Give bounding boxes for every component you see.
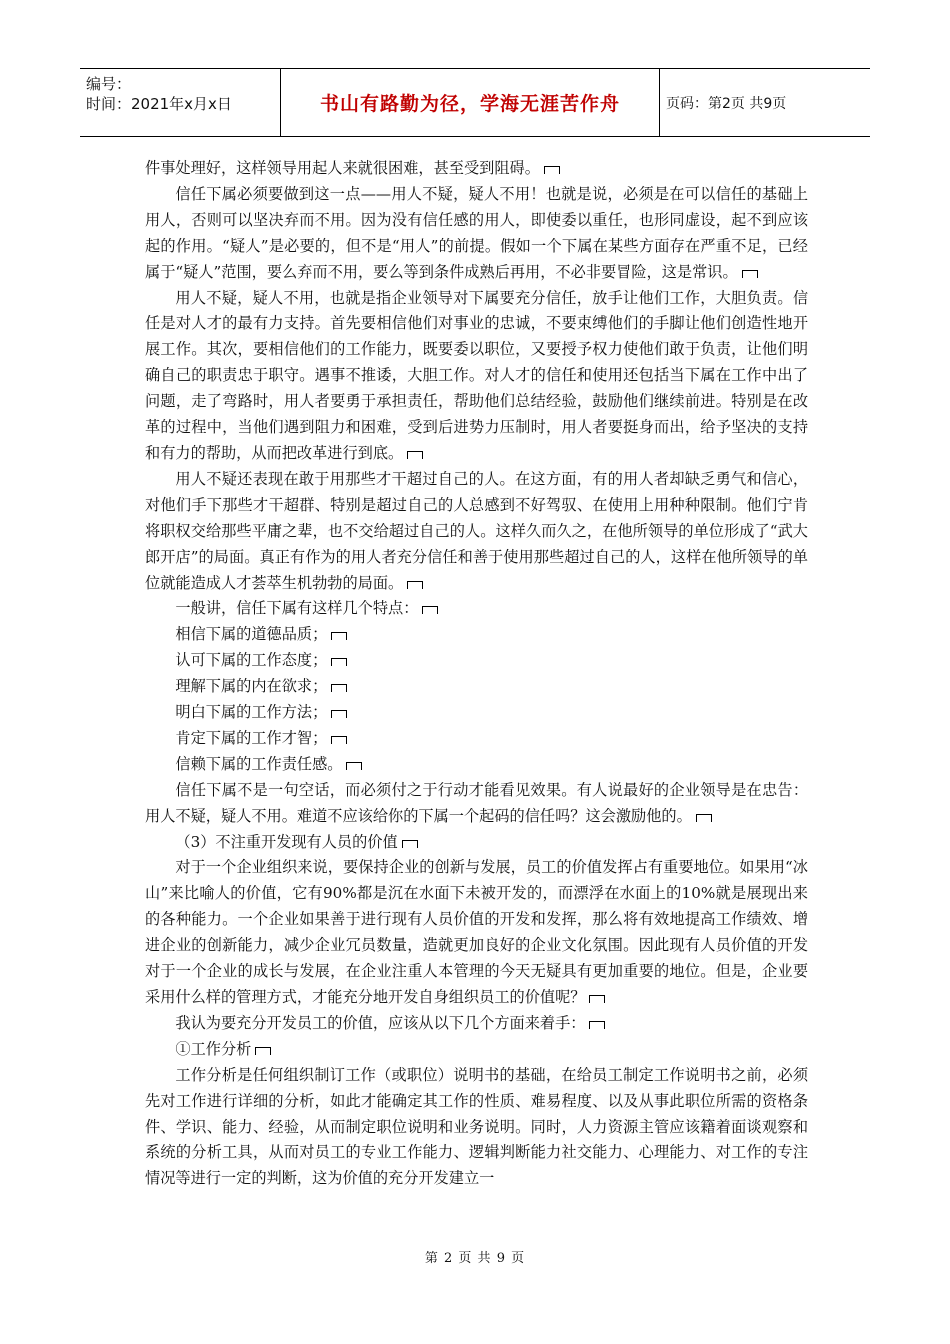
document-time-label: 时间：2021年x月x日: [86, 95, 232, 113]
paragraph-text: 相信下属的道德品质；: [175, 625, 328, 644]
paragraph: [145, 700, 808, 726]
paragraph-text: 认可下属的工作态度；: [175, 651, 328, 670]
paragraph: [145, 778, 808, 830]
paragraph-mark-icon: [331, 658, 347, 666]
paragraph: [145, 622, 808, 648]
paragraph: [145, 855, 808, 1010]
paragraph: [145, 596, 808, 622]
paragraph-mark-icon: [407, 581, 423, 589]
paragraph-mark-icon: [742, 270, 758, 278]
paragraph-text: 肯定下属的工作才智；: [175, 728, 328, 747]
paragraph-mark-icon: [346, 762, 362, 770]
paragraph-mark-icon: [255, 1047, 271, 1055]
paragraph: [145, 726, 808, 752]
header-motto-cell: [281, 69, 660, 136]
paragraph: [145, 1011, 808, 1037]
paragraph-mark-icon: [422, 606, 438, 614]
paragraph-mark-icon: [544, 166, 560, 174]
paragraph-text: 我认为要充分开发员工的价值，应该从以下几个方面来着手：: [175, 1013, 586, 1032]
header-motto: 书山有路勤为径，学海无涯苦作舟: [319, 93, 620, 115]
paragraph: [145, 286, 808, 467]
paragraph: [145, 830, 808, 856]
paragraph-mark-icon: [331, 736, 347, 744]
paragraph: [145, 467, 808, 597]
header-table: [80, 68, 870, 137]
paragraph-mark-icon: [407, 451, 423, 459]
paragraph-text: 用人不疑还表现在敢于用那些才干超过自己的人。在这方面，有的用人者却缺乏勇气和信心，对他们手下那些才干超群、特别是超过自己的人总感到不好驾驭、在使用上用种种限制。他们宁肯将职权交给那些平庸之辈，也不交给超过自己的人。这样久而久之，在他所领导的单位形成了“武大郎开店”的局面。真正有作为的用人者充分信任和善于使用那些超过自己的人，这样在他所领导的单位就能造成人才荟萃生机勃勃的局面。: [145, 469, 808, 592]
document-number-label: 编号：: [86, 75, 132, 93]
paragraph: [145, 156, 808, 182]
header-left-cell: [80, 69, 281, 136]
paragraph-mark-icon: [696, 814, 712, 822]
paragraph: [145, 674, 808, 700]
paragraph-mark-icon: [589, 995, 605, 1003]
paragraph-text: 用人不疑，疑人不用，也就是指企业领导对下属要充分信任，放手让他们工作，大胆负责。信任是对人才的最有力支持。首先要相信他们对事业的忠诚，不要束缚他们的手脚让他们创造性地开展工作。其次，要相信他们的工作能力，既要委以职位，又要授予权力使他们敢于负责，让他们明确自己的职责忠于职守。遇事不推诿，大胆工作。对人才的信任和使用还包括当下属在工作中出了问题，走了弯路时，用人者要勇于承担责任，帮助他们总结经验，鼓励他们继续前进。特别是在改革的过程中，当他们遇到阻力和困难，受到后进势力压制时，用人者要挺身而出，给予坚决的支持和有力的帮助，从而把改革进行到底。: [145, 288, 808, 462]
paragraph-mark-icon: [402, 840, 418, 848]
header-page-info: 页码：第2页 共9页: [666, 95, 787, 112]
paragraph: [145, 1037, 808, 1063]
paragraph-text: 对于一个企业组织来说，要保持企业的创新与发展，员工的价值发挥占有重要地位。如果用“冰山”来比喻人的价值，它有90%都是沉在水面下未被开发的，而漂浮在水面上的10%就是展现出来的各种能力。一个企业如果善于进行现有人员价值的开发和发挥，那么将有效地提高工作绩效、增进企业的创新能力，减少企业冗员数量，造就更加良好的企业文化氛围。因此现有人员价值的开发对于一个企业的成长与发展，在企业注重人本管理的今天无疑具有更加重要的地位。但是，企业要采用什么样的管理方式，才能充分地开发自身组织员工的价值呢？: [145, 858, 808, 1006]
paragraph: [145, 752, 808, 778]
paragraph-text: 明白下属的工作方法；: [175, 703, 328, 722]
paragraph-mark-icon: [331, 684, 347, 692]
paragraph: [145, 648, 808, 674]
page-footer: 第 2 页 共 9 页: [424, 1251, 526, 1266]
paragraph: [145, 1063, 808, 1193]
paragraph-text: （3）不注重开发现有人员的价值: [175, 832, 398, 851]
paragraph-text: 理解下属的内在欲求；: [175, 677, 328, 696]
paragraph-text: 信任下属不是一句空话，而必须付之于行动才能看见效果。有人说最好的企业领导是在忠告：用人不疑，疑人不用。难道不应该给你的下属一个起码的信任吗？这会激励他的。: [145, 780, 808, 825]
paragraph-mark-icon: [331, 710, 347, 718]
paragraph-mark-icon: [331, 632, 347, 640]
paragraph-text: 工作分析是任何组织制订工作（或职位）说明书的基础，在给员工制定工作说明书之前，必须先对工作进行详细的分析，如此才能确定其工作的性质、难易程度、以及从事此职位所需的资格条件、学识、能力、经验，从而制定职位说明和业务说明。同时，人力资源主管应该籍着面谈观察和系统的分析工具，从而对员工的专业工作能力、逻辑判断能力社交能力、心理能力、对工作的专注情况等进行一定的判断，这为价值的充分开发建立一: [145, 1065, 808, 1188]
paragraph-mark-icon: [589, 1021, 605, 1029]
paragraph-text: 件事处理好，这样领导用起人来就很困难，甚至受到阻碍。: [145, 159, 540, 177]
paragraph-text: 一般讲，信任下属有这样几个特点：: [175, 599, 419, 618]
paragraph-text: 信赖下属的工作责任感。: [175, 754, 343, 773]
document-body: [145, 156, 808, 1192]
paragraph-text: 信任下属必须要做到这一点——用人不疑，疑人不用！也就是说，必须是在可以信任的基础上用人，否则可以坚决弃而不用。因为没有信任感的用人，即使委以重任，也形同虚设，起不到应该起的作用。“疑人”是必要的，但不是“用人”的前提。假如一个下属在某些方面存在严重不足，已经属于“疑人”范围，要么弃而不用，要么等到条件成熟后再用，不必非要冒险，这是常识。: [145, 184, 808, 281]
paragraph-text: ①工作分析: [175, 1039, 252, 1058]
header-page-cell: [660, 69, 870, 136]
paragraph: [145, 182, 808, 286]
